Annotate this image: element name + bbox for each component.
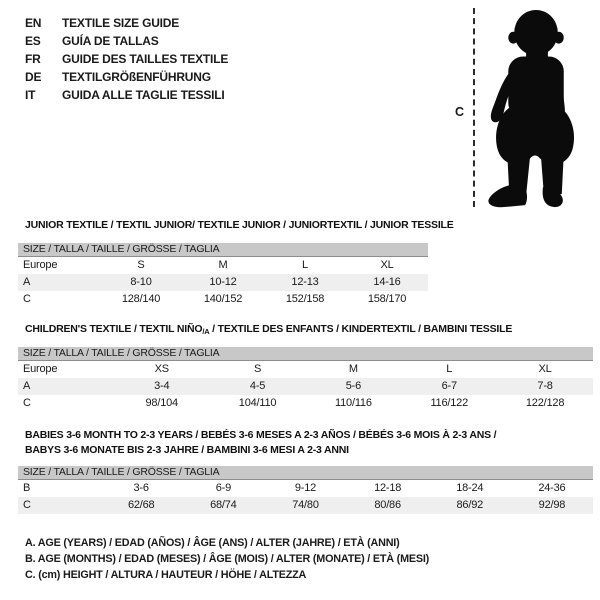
language-code: IT [25,88,36,102]
guide-title: GUIDE DES TAILLES TEXTILE [62,52,229,66]
table-row-months [18,480,593,497]
guide-title: TEXTILE SIZE GUIDE [62,16,180,30]
height-figure [452,4,598,216]
legend-line-a: A. AGE (YEARS) / EDAD (AÑOS) / ÂGE (ANS) / ALTER (JAHRE) / ETÀ (ANNI) [25,537,400,549]
row-label-cell: B [23,482,31,494]
value-cell: 104/110 [238,397,277,409]
title-line-1: BABIES 3-6 MONTH TO 2-3 YEARS / BEBÉS 3-6 MESES A 2-3 AÑOS / BÉBÉS 3-6 MOIS À 2-3 ANS / [25,429,497,441]
table-row-age [18,274,428,291]
column-header-cell: XL [538,363,552,375]
value-cell: 74/80 [264,497,346,514]
language-code: FR [25,52,41,66]
column-header-cell: M [348,363,358,375]
value-cell: 24-36 [538,482,566,494]
value-cell: 18-24 [456,482,484,494]
children-size-table [18,347,593,412]
title-line-2: BABYS 3-6 MONATE BIS 2-3 JAHRE / BAMBINI 3-6 MESI A 2-3 ANNI [25,443,349,456]
value-cell: 14-16 [346,274,428,291]
value-cell: 12-13 [264,274,346,291]
size-header-bar: SIZE / TALLA / TAILLE / GRÖSSE / TAGLIA [18,466,593,480]
value-cell: 8-10 [100,274,182,291]
table-header-row [18,361,593,378]
column-header-cell: XL [380,259,394,271]
section-babies [0,428,600,514]
table-row-height [18,395,593,412]
height-marker-line [473,8,475,207]
size-header-bar: SIZE / TALLA / TAILLE / GRÖSSE / TAGLIA [18,347,593,361]
value-cell: 116/122 [430,397,468,409]
language-code: ES [25,34,41,48]
value-cell: 12-18 [374,482,402,494]
value-cell: 7-8 [497,378,593,395]
column-header-cell: M [218,259,228,271]
language-code: EN [25,16,42,30]
size-table-grid [18,361,593,412]
value-cell: 3-6 [133,482,149,494]
toddler-silhouette-icon [480,4,596,212]
guide-title: TEXTILGRÖßENFÜHRUNG [62,70,211,84]
language-code: DE [25,70,42,84]
size-table-grid [18,480,593,514]
table-row-height [18,291,428,308]
value-cell: 10-12 [182,274,264,291]
table-row-age [18,378,593,395]
value-cell: 5-6 [305,378,401,395]
guide-title: GUÍA DE TALLAS [62,34,159,48]
value-cell: 68/74 [182,497,264,514]
value-cell: 110/116 [335,397,372,409]
value-cell: 3-4 [114,378,210,395]
section-junior [0,218,600,308]
legend [25,535,600,583]
title-text: / TEXTILE DES ENFANTS / KINDERTEXTIL / BAMBINI TESSILE [209,323,513,335]
column-header-cell: S [254,363,262,375]
value-cell: 92/98 [511,497,593,514]
value-cell: 152/158 [285,293,325,305]
guide-title: GUIDA ALLE TAGLIE TESSILI [62,88,225,102]
section-children [0,322,600,412]
value-cell: 9-12 [294,482,317,494]
value-cell: 86/92 [429,497,511,514]
legend-line-c: C. (cm) HEIGHT / ALTURA / HAUTEUR / HÖHE / ALTEZZA [25,569,307,581]
size-table-grid [18,257,428,308]
region-label-cell: Europe [23,259,58,271]
value-cell: 140/152 [203,293,243,305]
legend-line-b: B. AGE (MONTHS) / EDAD (MESES) / ÂGE (MOIS) / ALTER (MONATE) / ETÀ (MESI) [25,553,430,565]
value-cell: 122/128 [525,397,565,409]
row-label-cell: C [23,397,31,409]
title-subscript: /A [202,327,210,336]
column-header-cell: L [302,259,308,271]
value-cell: 98/104 [145,397,178,409]
value-cell: 80/86 [347,497,429,514]
babies-size-table [18,466,593,514]
section-title-babies [25,428,600,457]
size-header-bar: SIZE / TALLA / TAILLE / GRÖSSE / TAGLIA [18,243,428,257]
table-header-row [18,257,428,274]
row-label-cell: A [18,378,114,395]
row-label-cell: C [23,293,31,305]
value-cell: 158/170 [367,293,407,305]
value-cell: 62/68 [100,497,182,514]
column-header-cell: XS [154,363,169,375]
title-text: CHILDREN'S TEXTILE / TEXTIL NIÑO [25,323,203,335]
section-title-children [25,322,600,339]
row-label-cell: A [18,274,100,291]
junior-size-table [18,243,428,308]
value-cell: 6-9 [215,482,231,494]
section-title-junior: JUNIOR TEXTILE / TEXTIL JUNIOR/ TEXTILE JUNIOR / JUNIORTEXTIL / JUNIOR TESSILE [25,219,454,231]
region-label-cell: Europe [23,363,58,375]
height-marker-label: C [455,105,465,119]
column-header-cell: S [137,259,145,271]
value-cell: 6-7 [401,378,497,395]
value-cell: 128/140 [121,293,161,305]
row-label-cell: C [18,497,100,514]
value-cell: 4-5 [210,378,306,395]
column-header-cell: L [446,363,453,375]
table-row-height [18,497,593,514]
